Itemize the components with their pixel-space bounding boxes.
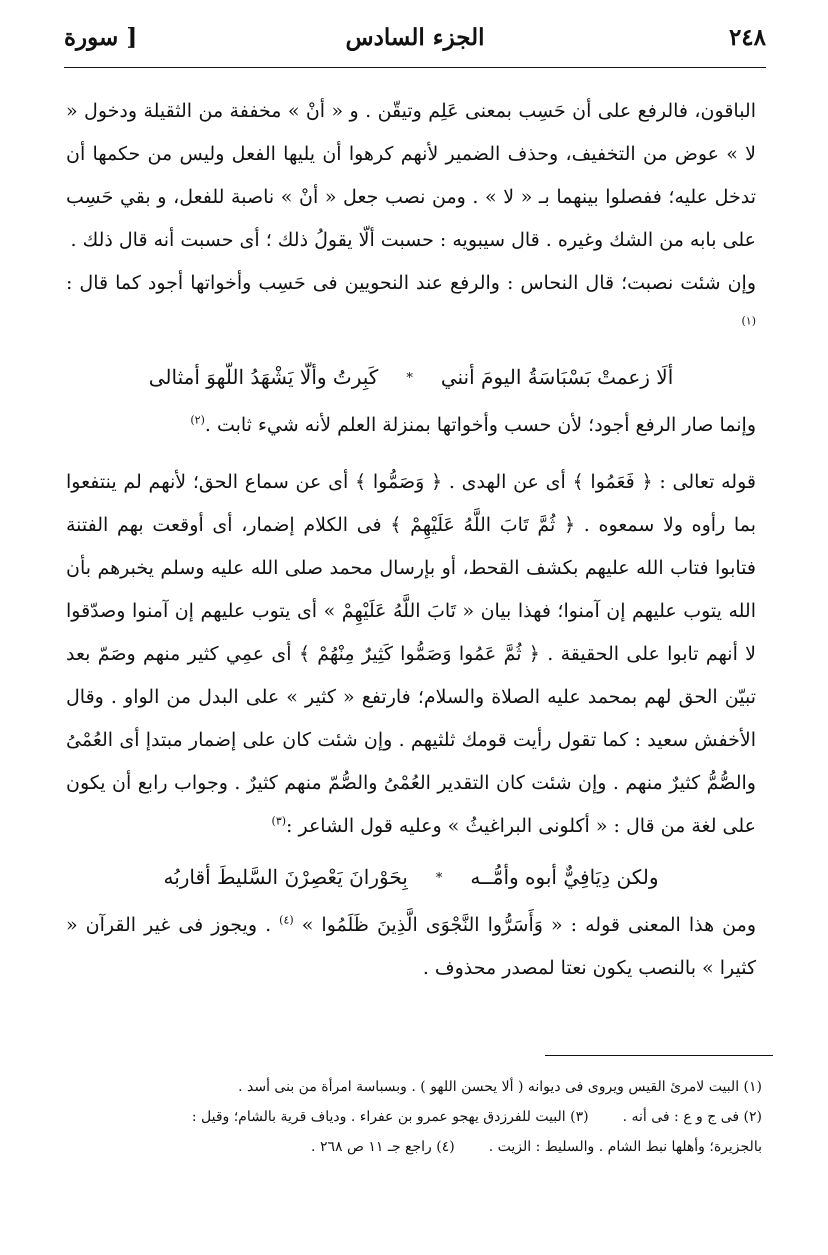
paragraph-4 [66, 461, 756, 848]
paragraph-5-text-b: . ويجوز فى غير القرآن « كثيرا » بالنصب يكون نعتا لمصدر محذوف . [66, 914, 756, 979]
main-text [66, 90, 756, 990]
footnote-ref-1: (١) [741, 314, 756, 328]
poem-verse-1 [66, 356, 756, 400]
footnote-1: (١) البيت لامرئ القيس ويروى فى ديوانه ( ألا يحسن اللهو ) . وبسباسة امرأة من بنى أسد . [238, 1079, 762, 1095]
footnote-2: (٢) فى ج و ع : فى أنه . [622, 1109, 762, 1125]
paragraph-5 [66, 904, 756, 990]
paragraph-2-text: وإن شئت نصبت؛ قال النحاس : والرفع عند النحويين فى حَسِب وأخواتها أجود كما قال : [66, 272, 756, 294]
verse-1-second-hemistich: كَبِرتُ وألّا يَشْهَدُ اللّهوَ أمثالى [148, 365, 379, 389]
footnote-3-continued: بالجزيرة؛ وأهلها نبط الشام . والسليط : الزيت . [488, 1139, 762, 1155]
paragraph-3-text: وإنما صار الرفع أجود؛ لأن حسب وأخواتها بمنزلة العلم لأنه شيء ثابت . [204, 414, 756, 436]
footnotes [60, 1072, 762, 1162]
surah-label: [ سورة [64, 24, 138, 51]
verse-2-second-hemistich: بِحَوْرانَ يَعْصِرْنَ السَّليطَ أقاربُه [163, 865, 408, 889]
verse-2-separator: * [435, 871, 443, 886]
verse-2-first-hemistich: ولكن دِيَافِيٌّ أبوه وأمُّــه [470, 865, 659, 889]
footnote-ref-2: (٢) [190, 413, 205, 427]
header-rule [64, 67, 766, 68]
footnote-4: (٤) راجع جـ ١١ ص ٢٦٨ . [311, 1139, 455, 1155]
part-title: الجزء السادس [345, 24, 485, 51]
footnote-row-3 [60, 1132, 762, 1162]
footnote-rule [545, 1055, 773, 1056]
footnote-3: (٣) البيت للفرزدق يهجو عمرو بن عفراء . ودياف قرية بالشام؛ وقيل : [191, 1109, 589, 1125]
verse-1-first-hemistich: ألَا زعمتْ بَسْبَاسَةُ اليومَ أنني [440, 365, 674, 389]
page-number: ٢٤٨ [728, 24, 766, 51]
footnote-row-2 [60, 1102, 762, 1132]
paragraph-3 [66, 404, 756, 447]
paragraph-1: الباقون، فالرفع على أن حَسِب بمعنى عَلِم وتيقّن . و « أنْ » مخففة من الثقيلة ودخول « لا » عوض من التخفيف، وحذف الضمير لأنهم كرهوا أن يليها الفعل وليس من حكمها أن تدخل عليه؛ ففصلوا بينهما بـ « لا » . ومن نصب جعل « أنْ » ناصبة للفعل، و بقي حَسِب على بابه من الشك وغيره . قال سيبويه : حسبت ألّا يقولُ ذلك ؛ أى حسبت أنه قال ذلك . [66, 100, 756, 251]
poem-verse-2 [66, 856, 756, 900]
page-header [64, 16, 766, 66]
footnote-ref-3: (٣) [271, 814, 287, 828]
verse-1-separator: * [406, 371, 413, 386]
paragraph-5-text-a: ومن هذا المعنى قوله : « وَأَسَرُّوا النَّجْوَى الَّذِينَ ظَلَمُوا » [293, 914, 757, 936]
paragraph-4-text: قوله تعالى : ﴿ فَعَمُوا ﴾ أى عن الهدى . ﴿ وَصَمُّوا ﴾ أى عن سماع الحق؛ لأنهم لم ينتفعوا بما رأوه ولا سمعوه . ﴿ ثُمَّ تَابَ اللَّهُ عَلَيْهِمْ ﴾ فى الكلام إضمار، أى أوقعت بهم الفتنة فتابوا فتاب الله عليهم بكشف القحط، أو بإرسال محمد صلى الله عليه وسلم يخبرهم بأن الله يتوب عليهم إن آمنوا؛ فهذا بيان « تَابَ اللَّهُ عَلَيْهِمْ » أى يتوب عليهم إن آمنوا وصدّقوا لا أنهم تابوا على الحقيقة . ﴿ ثُمَّ عَمُوا وَصَمُّوا كَثِيرٌ مِنْهُمْ ﴾ أى عمِي كثير منهم وصَمّ بعد تبيّن الحق لهم بمحمد عليه الصلاة والسلام؛ فارتفع « كثير » على البدل من الواو . وقال الأخفش سعيد : كما تقول رأيت قومك ثلثيهم . وإن شئت كان على إضمار مبتدإ أى العُمْىُ والصُّمُّ كثيرٌ منهم . وإن شئت كان التقدير العُمْىُ والصُّمّ منهم كثيرٌ . وجواب رابع أن يكون على لغة من قال : « أكلونى البراغيثُ » وعليه قول الشاعر : [66, 471, 756, 837]
footnote-ref-4: (٤) [279, 913, 294, 927]
paragraph-2 [66, 262, 756, 348]
